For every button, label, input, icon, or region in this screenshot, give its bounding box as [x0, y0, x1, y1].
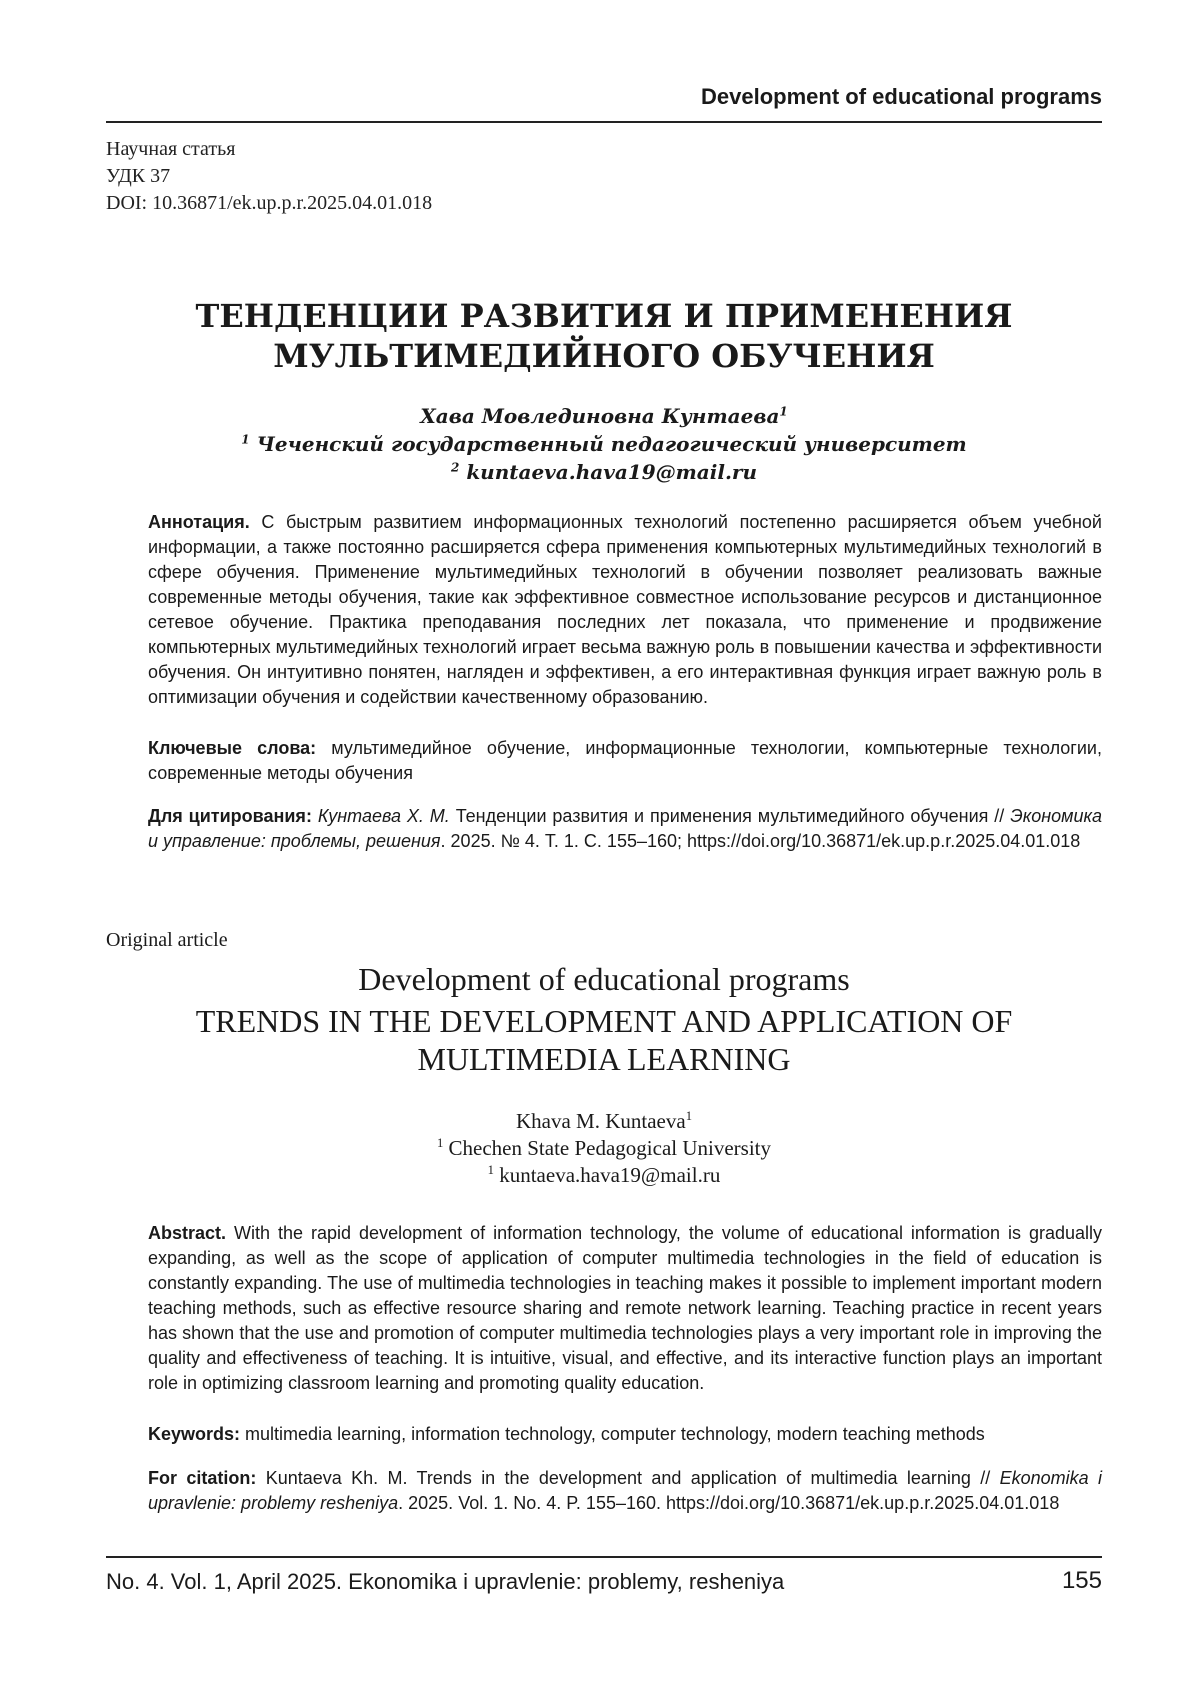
author-sup-ru: 1	[779, 404, 787, 418]
doi-ru: DOI: 10.36871/ek.up.p.r.2025.04.01.018	[106, 190, 432, 217]
keywords-en-label: Keywords:	[148, 1424, 240, 1444]
article-meta-ru	[106, 136, 432, 217]
citation-ru-details: . 2025. № 4. Т. 1. С. 155–160; https://doi.org/10.36871/ek.up.p.r.2025.04.01.018	[441, 831, 1081, 851]
citation-en-journal: Ekonomika i upravlenie: problemy resheniya	[148, 1468, 1102, 1513]
email-sup-en: 1	[488, 1163, 494, 1177]
authors-ru	[106, 402, 1102, 486]
title-ru-line-1: ТЕНДЕНЦИИ РАЗВИТИЯ И ПРИМЕНЕНИЯ	[106, 296, 1102, 336]
citation-ru-title: Тенденции развития и применения мультимедийного обучения //	[456, 806, 1005, 826]
affiliation-sup-en: 1	[437, 1136, 443, 1150]
author-name-ru-text: Хава Мовлединовна Кунтаева	[420, 404, 779, 428]
citation-ru	[148, 804, 1102, 854]
page-number: 155	[1062, 1567, 1102, 1595]
citation-ru-journal: Экономика и управление: проблемы, решения	[148, 806, 1102, 851]
affiliation-sup-ru: 1	[241, 432, 249, 446]
citation-ru-author: Кунтаева Х. М.	[318, 806, 450, 826]
keywords-en-text: multimedia learning, information technology, computer technology, modern teaching methods	[245, 1424, 985, 1444]
udk: УДК 37	[106, 163, 432, 190]
author-sup-en: 1	[686, 1109, 692, 1123]
affiliation-ru-text: Чеченский государственный педагогический университет	[257, 432, 967, 456]
author-name-en-text: Khava M. Kuntaeva	[516, 1109, 686, 1133]
email-ru-text[interactable]: kuntaeva.hava19@mail.ru	[466, 460, 757, 484]
authors-en	[106, 1108, 1102, 1189]
email-sup-ru: 2	[451, 460, 459, 474]
title-en-line-2: MULTIMEDIA LEARNING	[106, 1040, 1102, 1078]
page-title-en	[106, 960, 1102, 1078]
citation-en-text: Kuntaeva Kh. M. Trends in the development and application of multimedia learning //	[266, 1468, 991, 1488]
citation-ru-label: Для цитирования:	[148, 806, 312, 826]
email-en-text[interactable]: kuntaeva.hava19@mail.ru	[499, 1163, 720, 1187]
affiliation-en-text: Chechen State Pedagogical University	[449, 1136, 772, 1160]
abstract-ru-label: Аннотация.	[148, 512, 250, 532]
running-header: Development of educational programs	[701, 84, 1102, 110]
header-rule	[106, 121, 1102, 123]
article-type-ru: Научная статья	[106, 136, 432, 163]
title-en-line-1: TRENDS IN THE DEVELOPMENT AND APPLICATION OF	[106, 1002, 1102, 1040]
footer-issue: No. 4. Vol. 1, April 2025. Ekonomika i upravlenie: problemy, resheniya	[106, 1569, 784, 1595]
citation-en-label: For citation:	[148, 1468, 256, 1488]
abstract-en	[148, 1221, 1102, 1396]
keywords-ru-label: Ключевые слова:	[148, 738, 316, 758]
abstract-en-label: Abstract.	[148, 1223, 226, 1243]
author-name-en	[106, 1108, 1102, 1135]
affiliation-en	[106, 1135, 1102, 1162]
abstract-en-text: With the rapid development of information technology, the volume of educational information is gradually expanding, as well as the scope of application of computer multimedia technologies in the field of education is constantly expanding. The use of multimedia technologies in teaching makes it possible to implement important modern teaching methods, such as effective resource sharing and remote network learning. Teaching practice in recent years has shown that the use and promotion of computer multimedia technologies plays a very important role in improving the quality and effectiveness of teaching. It is intuitive, visual, and effective, and its interactive function plays an important role in optimizing classroom learning and promoting quality education.	[148, 1223, 1102, 1393]
abstract-ru-text: С быстрым развитием информационных технологий постепенно расширяется объем учебной информации, а также постоянно расширяется сфера применения компьютерных мультимедийных технологий в сфере обучения. Применение мультимедийных технологий в обучении позволяет реализовать важные современные методы обучения, такие как эффективное совместное использование ресурсов и дистанционное сетевое обучение. Практика преподавания последних лет показала, что применение и продвижение компьютерных мультимедийных технологий играет весьма важную роль в повышении качества и эффективности обучения. Он интуитивно понятен, нагляден и эффективен, а его интерактивная функция играет важную роль в оптимизации обучения и содействии качественному образованию.	[148, 512, 1102, 707]
keywords-ru-text: мультимедийное обучение, информационные технологии, компьютерные технологии, современные методы обучения	[148, 738, 1102, 783]
article-type-en: Original article	[106, 929, 228, 952]
page-title-ru	[106, 296, 1102, 376]
section-title-en: Development of educational programs	[106, 960, 1102, 998]
keywords-ru	[148, 736, 1102, 786]
citation-en	[148, 1466, 1102, 1516]
abstract-ru	[148, 510, 1102, 710]
title-ru-line-2: МУЛЬТИМЕДИЙНОГО ОБУЧЕНИЯ	[106, 336, 1102, 376]
footer-rule	[106, 1556, 1102, 1558]
keywords-en	[148, 1422, 1102, 1447]
email-en	[106, 1162, 1102, 1189]
author-name-ru	[106, 402, 1102, 430]
affiliation-ru	[106, 430, 1102, 458]
citation-en-details: . 2025. Vol. 1. No. 4. P. 155–160. https://doi.org/10.36871/ek.up.p.r.2025.04.01.018	[398, 1493, 1059, 1513]
email-ru	[106, 458, 1102, 486]
